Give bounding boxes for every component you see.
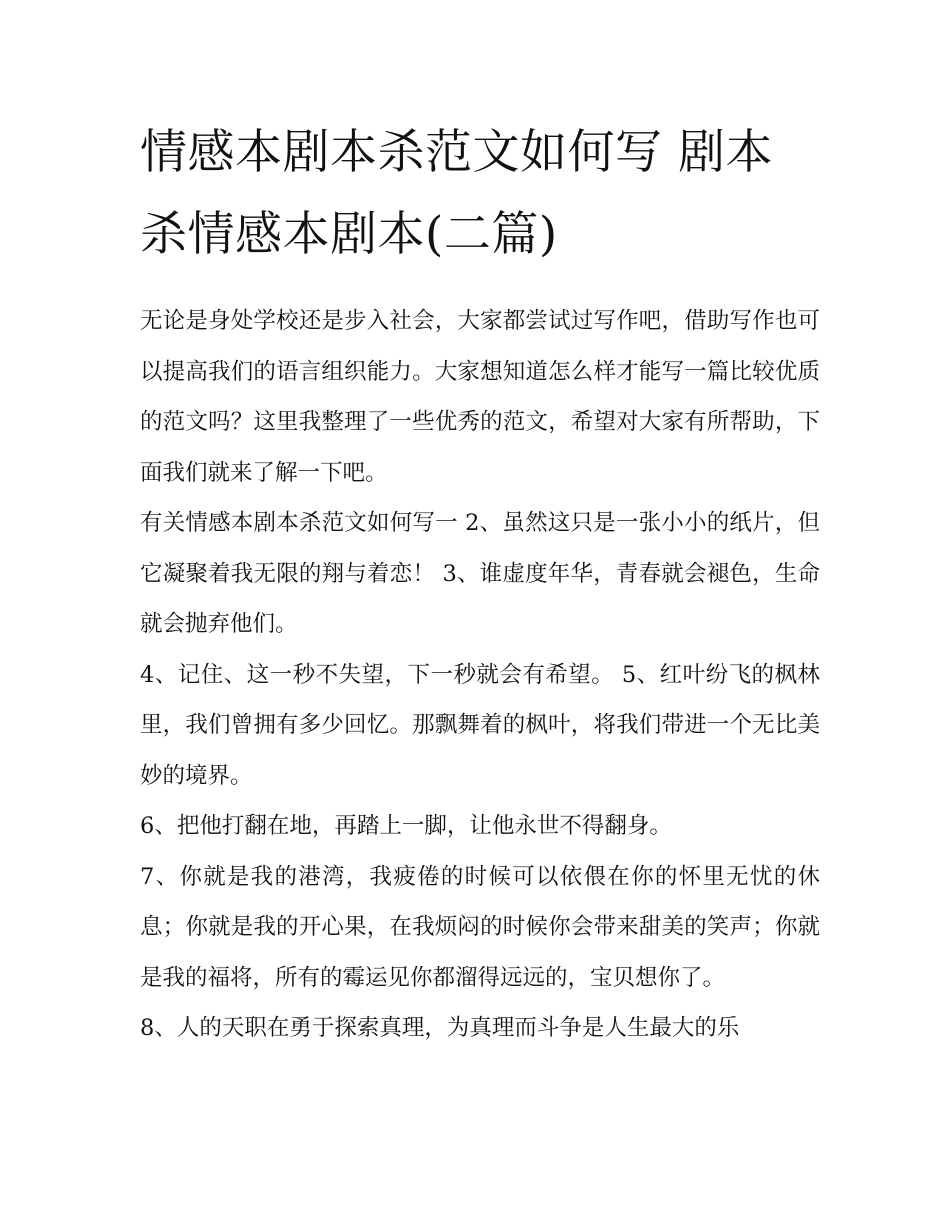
document-page <box>140 112 820 1054</box>
body-paragraph-3: 6、把他打翻在地，再踏上一脚，让他永世不得翻身。 <box>140 813 672 839</box>
body-paragraph-1: 有关情感本剧本杀范文如何写一 2、虽然这只是一张小小的纸片，但它凝聚着我无限的翔与着恋！ 3、谁虚度年华，青春就会褪色，生命就会抛弃他们。 <box>140 510 820 637</box>
intro-paragraph: 无论是身处学校还是步入社会，大家都尝试过写作吧，借助写作也可以提高我们的语言组织能力。大家想知道怎么样才能写一篇比较优质的范文吗？这里我整理了一些优秀的范文，希望对大家有所帮助，下面我们就来了解一下吧。 <box>140 308 820 486</box>
document-title: 情感本剧本杀范文如何写 剧本杀情感本剧本(二篇) <box>140 125 773 262</box>
body-paragraph-4: 7、你就是我的港湾，我疲倦的时候可以依偎在你的怀里无忧的休息；你就是我的开心果，在我烦闷的时候你会带来甜美的笑声；你就是我的福将，所有的霉运见你都溜得远远的，宝贝想你了。 <box>140 863 820 991</box>
body-paragraph-5: 8、人的天职在勇于探索真理，为真理而斗争是人生最大的乐 <box>140 1015 740 1041</box>
body-paragraph-2: 4、记住、这一秒不失望，下一秒就会有希望。 5、红叶纷飞的枫林里，我们曾拥有多少回忆。那飘舞着的枫叶，将我们带进一个无比美妙的境界。 <box>140 661 820 789</box>
